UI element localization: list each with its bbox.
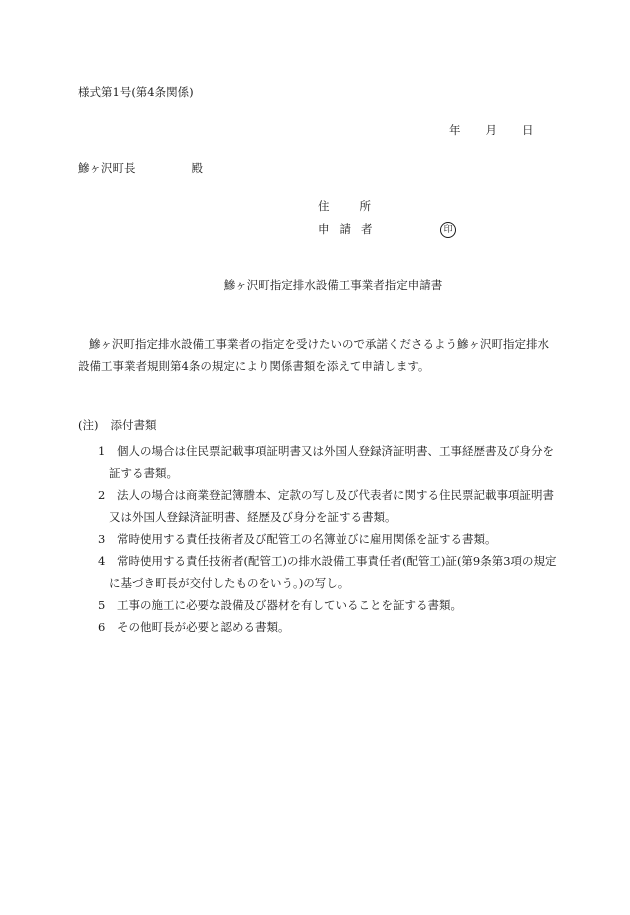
notes-prefix: (注): [78, 418, 99, 432]
applicant-label-char-1: 申: [318, 222, 330, 236]
item-number: 3: [98, 532, 106, 546]
item-text: 法人の場合は商業登記簿謄本、定款の写し及び代表者に関する住民票記載事項証明書又は外国人登録済証明書、経歴及び身分を証する書類。: [109, 488, 554, 524]
body-paragraph: 鰺ヶ沢町指定排水設備工事業者の指定を受けたいので承諾くださるよう鰺ヶ沢町指定排水設備工事業者規則第4条の規定により関係書類を添えて申請します。: [78, 337, 549, 373]
date-year-label: 年: [449, 123, 461, 137]
item-text: 常時使用する責任技術者及び配管工の名簿並びに雇用関係を証する書類。: [117, 532, 497, 546]
list-item: [78, 550, 558, 594]
item-number: 2: [98, 488, 106, 502]
date-line: [449, 122, 534, 138]
attachments-list: [78, 440, 558, 638]
addressee-name: 鰺ヶ沢町長: [78, 161, 136, 175]
applicant-label-char-3: 者: [361, 222, 373, 236]
item-number: 5: [98, 598, 106, 612]
date-month-label: 月: [485, 123, 497, 137]
list-item: [78, 484, 558, 528]
address-label: [318, 198, 371, 214]
item-number: 1: [98, 444, 106, 458]
applicant-label: [318, 222, 376, 236]
notes-heading: [78, 417, 156, 433]
item-number: 6: [98, 620, 106, 634]
list-item: [78, 528, 558, 550]
seal-mark: 印: [440, 222, 456, 238]
address-label-char-1: 住: [318, 199, 330, 213]
addressee: [78, 160, 203, 176]
form-number: 様式第1号(第4条関係): [78, 85, 194, 99]
applicant-row: [318, 221, 456, 238]
item-number: 4: [98, 554, 106, 568]
list-item: [78, 616, 558, 638]
address-label-char-2: 所: [359, 199, 371, 213]
list-item: [78, 440, 558, 484]
date-day-label: 日: [522, 123, 534, 137]
notes-heading-text: 添付書類: [110, 418, 157, 432]
addressee-honorific: 殿: [191, 161, 203, 175]
item-text: 工事の施工に必要な設備及び器材を有していることを証する書類。: [117, 598, 462, 612]
item-text: 個人の場合は住民票記載事項証明書又は外国人登録済証明書、工事経歴書及び身分を証する書類。: [109, 444, 554, 480]
applicant-label-char-2: 請: [339, 222, 351, 236]
list-item: [78, 594, 558, 616]
item-text: 常時使用する責任技術者(配管工)の排水設備工事責任者(配管工)証(第9条第3項の規定に基づき町長が交付したものをいう。)の写し。: [109, 554, 557, 590]
document-title: 鰺ヶ沢町指定排水設備工事業者指定申請書: [223, 278, 443, 292]
item-text: その他町長が必要と認める書類。: [117, 620, 290, 634]
